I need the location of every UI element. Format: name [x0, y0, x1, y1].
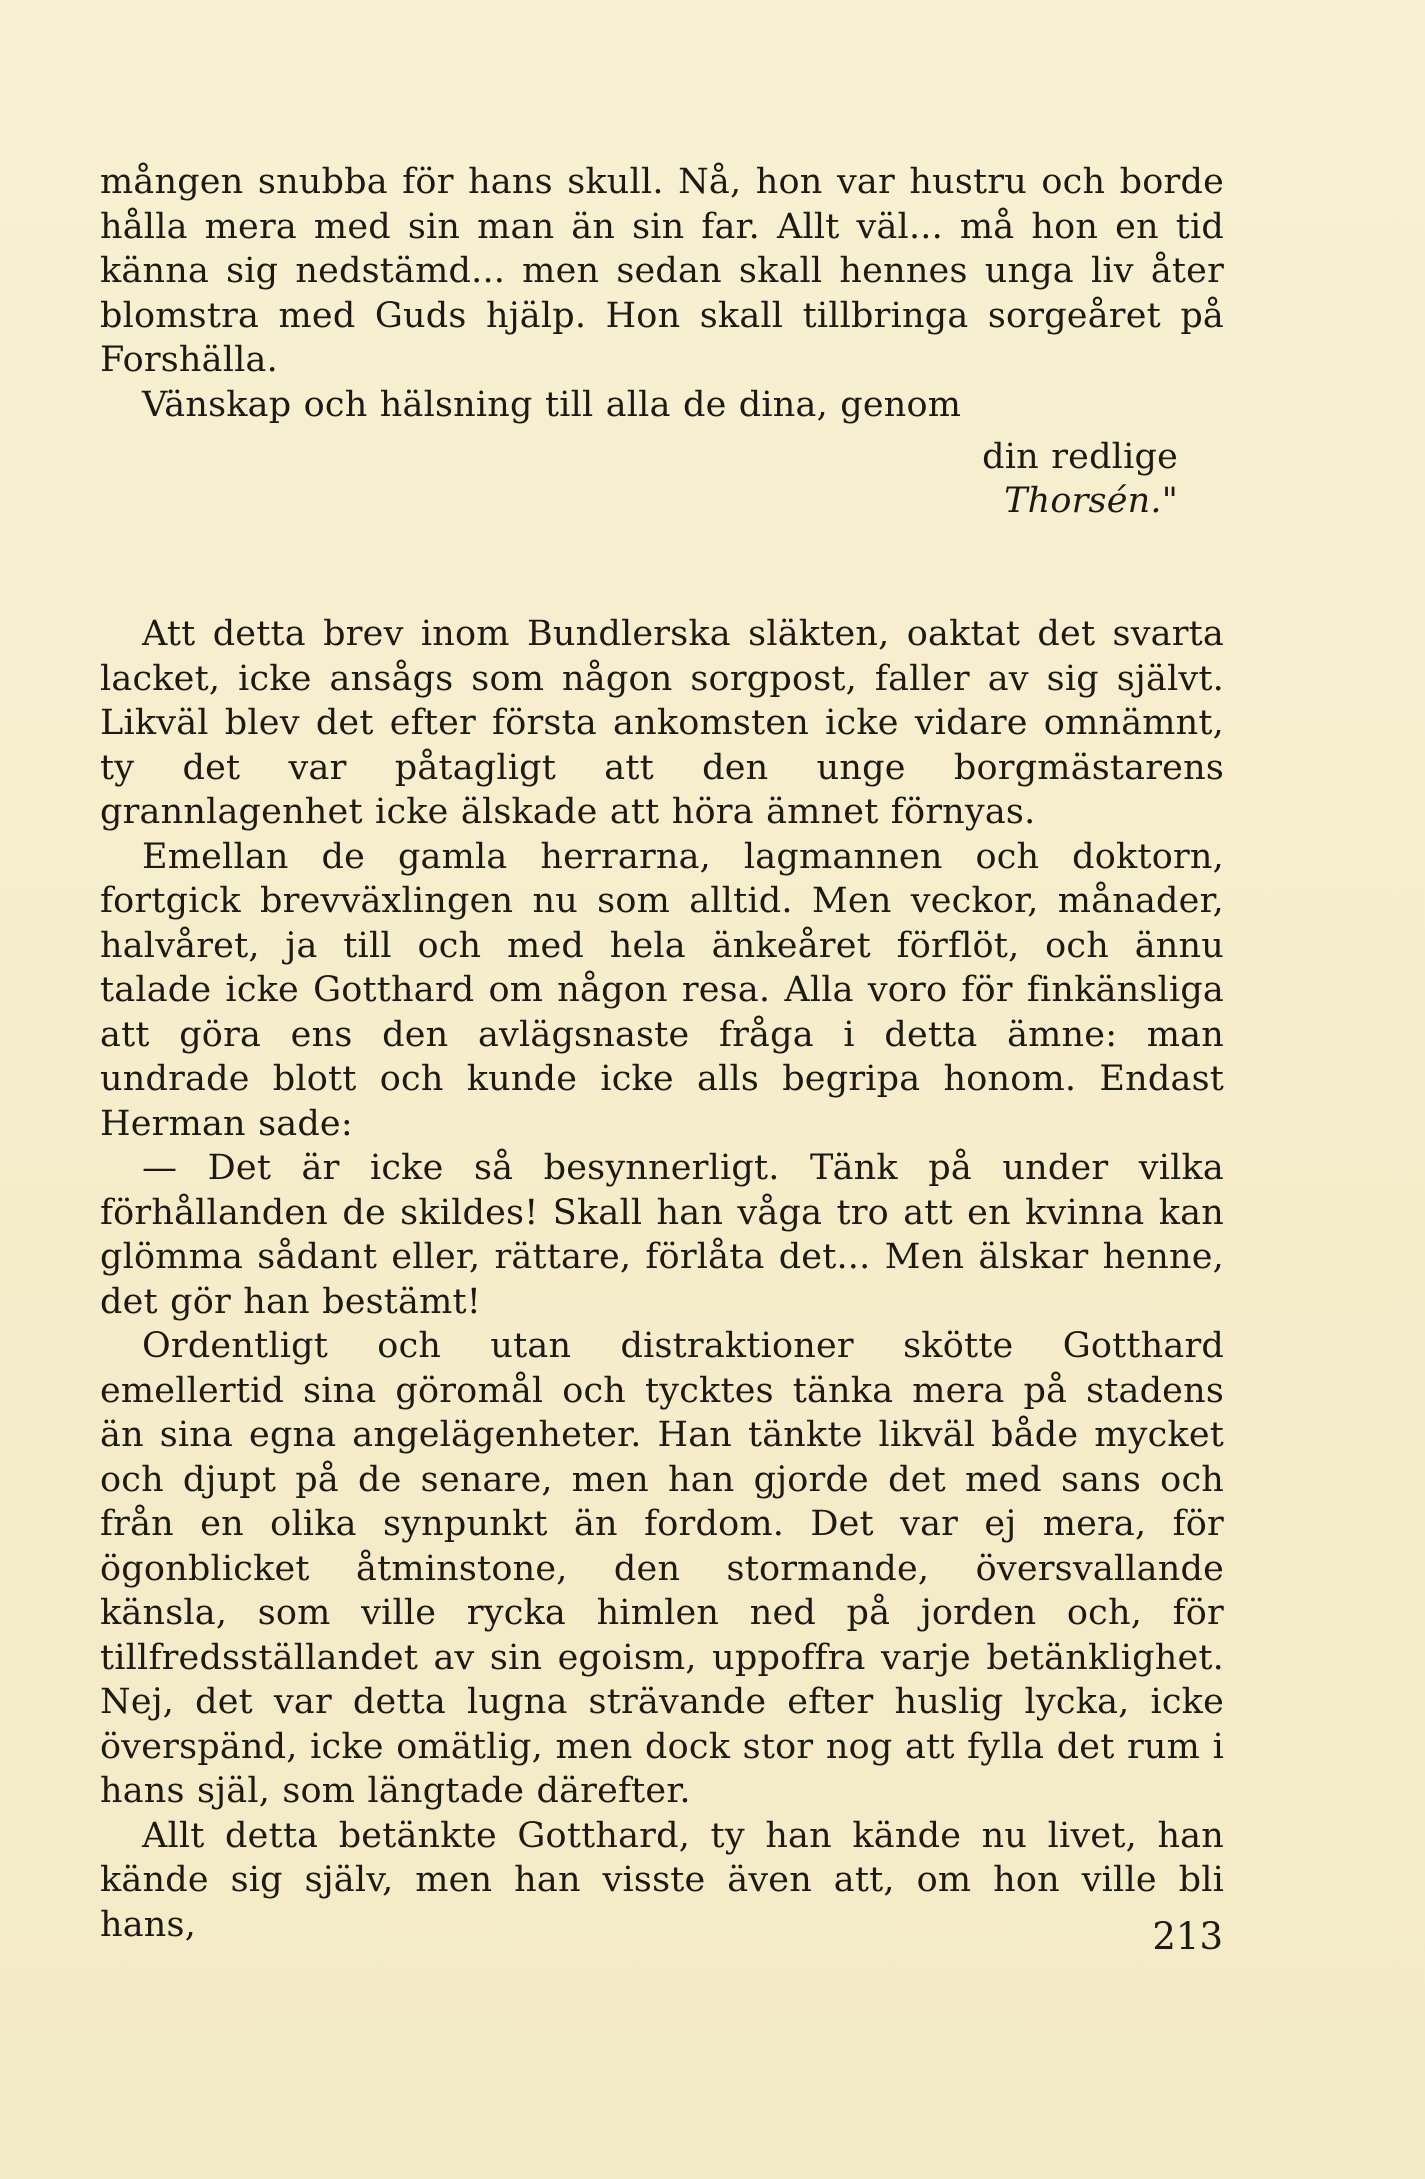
letter-closing: din redlige — [982, 437, 1178, 477]
paragraph-5: Allt detta betänkte Gotthard, ty han kände nu livet, han kände sig själv, men han visste även att, om hon ville bli hans, — [100, 1815, 1224, 1945]
paragraph-1: Att detta brev inom Bundlerska släkten, oaktat det svarta lacket, icke ansågs som någon sorgpost, faller av sig självt. Likväl blev det efter första ankomsten icke vidare omnämnt, ty det var påtagligt att den unge borgmästarens grannlagenhet icke älskade att höra ämnet förnyas. — [100, 614, 1224, 832]
letter-signature: Thorsén." — [1004, 481, 1178, 521]
main-text — [100, 612, 1224, 1947]
letter-greeting: Vänskap och hälsning till alla de dina, genom — [142, 384, 962, 425]
letter-signature-block — [100, 435, 1224, 527]
paragraph-3-dialogue: — Det är icke så besynnerligt. Tänk på under vilka förhållanden de skildes! Skall han våga tro att en kvinna kan glömma sådant eller, rättare, förlåta det... Men älskar henne, det gör han bestämt! — [100, 1148, 1224, 1322]
letter-paragraph: mången snubba för hans skull. Nå, hon var hustru och borde hålla mera med sin man än sin far. Allt väl... må hon en tid känna sig nedstämd... men sedan skall hennes unga liv åter blomstra med Guds hjälp. Hon skall tillbringa sorgeåret på Forshälla. — [100, 162, 1224, 380]
paragraph-4: Ordentligt och utan distraktioner skötte Gotthard emellertid sina göromål och tycktes tänka mera på stadens än sina egna angelägenheter. Han tänkte likväl både mycket och djupt på de senare, men han gjorde det med sans och från en olika synpunkt än fordom. Det var ej mera, för ögonblicket åtminstone, den stormande, översvallande känsla, som ville rycka himlen ned på jorden och, för tillfredsställandet av sin egoism, uppoffra varje betänklighet. Nej, det var detta lugna strävande efter huslig lycka, icke överspänd, icke omätlig, men dock stor nog att fylla det rum i hans själ, som längtade därefter. — [100, 1326, 1224, 1811]
paragraph-2: Emellan de gamla herrarna, lagmannen och doktorn, fortgick brevväxlingen nu som alltid. Men veckor, månader, halvåret, ja till och med hela änkeåret förflöt, och ännu talade icke Gotthard om någon resa. Alla voro för finkänsliga att göra ens den avlägsnaste fråga i detta ämne: man undrade blott och kunde icke alls begripa honom. Endast Herman sade: — [100, 836, 1224, 1144]
page-number: 213 — [1152, 1915, 1223, 1958]
letter-end-section — [100, 160, 1224, 527]
